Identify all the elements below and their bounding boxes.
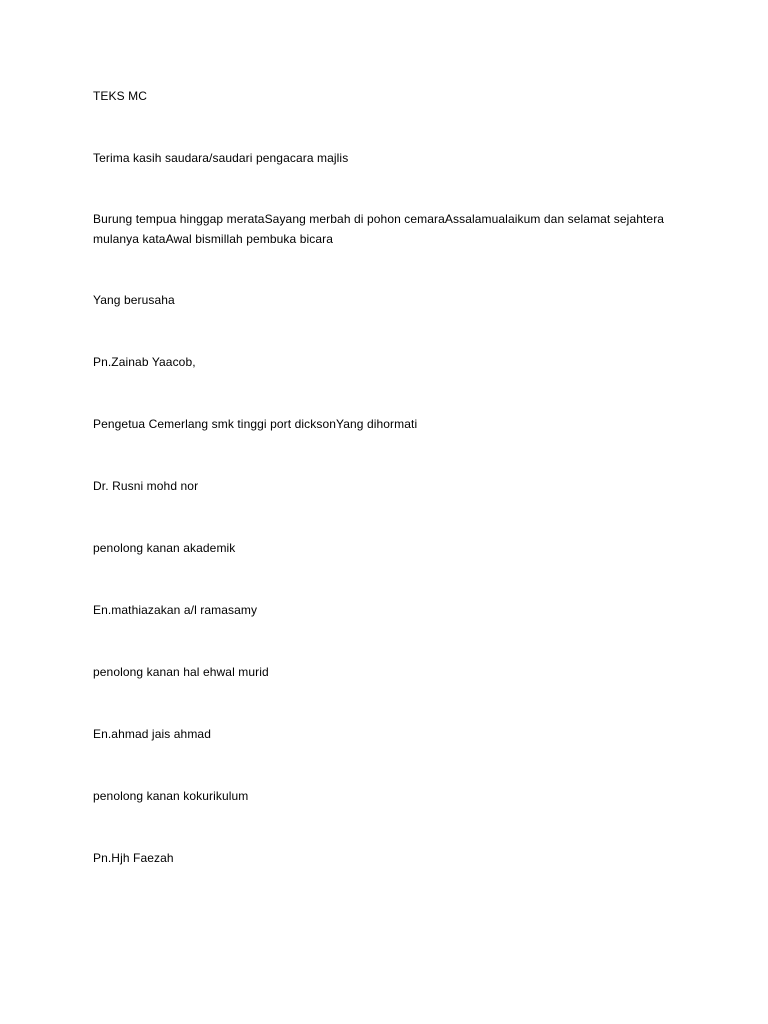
paragraph-pengetua-name: Pn.Zainab Yaacob, [93,355,196,369]
paragraph-pengetua-title: Pengetua Cemerlang smk tinggi port dicksonYang dihormati [93,417,418,431]
paragraph-yang-berusaha: Yang berusaha [93,293,175,307]
paragraph-pk-koko-title: penolong kanan kokurikulum [93,789,249,803]
paragraph-pk-hem-title: penolong kanan hal ehwal murid [93,665,269,679]
document-title: TEKS MC [93,89,148,103]
paragraph-pk-hem-name: En.mathiazakan a/l ramasamy [93,603,258,617]
paragraph-pk-akademik-name: Dr. Rusni mohd nor [93,479,199,493]
paragraph-thanks: Terima kasih saudara/saudari pengacara majlis [93,151,349,165]
paragraph-pantun-greeting: Burung tempua hinggap merataSayang merbah di pohon cemaraAssalamualaikum dan selamat sejahtera mulanya kataAwal bismillah pembuka bicara [93,212,665,246]
paragraph-faezah-name: Pn.Hjh Faezah [93,851,174,865]
paragraph-pk-akademik-title: penolong kanan akademik [93,541,236,555]
paragraph-pk-koko-name: En.ahmad jais ahmad [93,727,211,741]
